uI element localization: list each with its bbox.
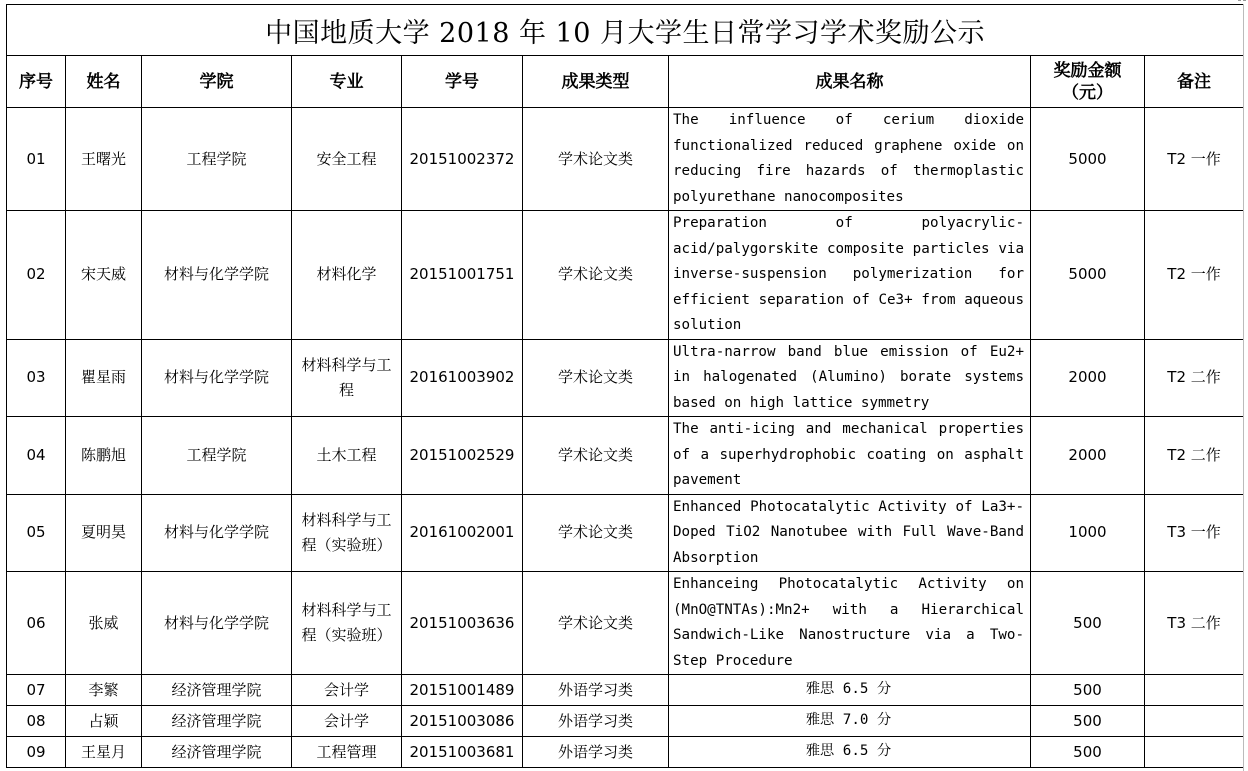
row-no: 09: [7, 737, 66, 768]
row-remark: T3 二作: [1145, 572, 1244, 675]
row-name: 张威: [66, 572, 142, 675]
row-name: 王星月: [66, 737, 142, 768]
table-row: [7, 706, 1244, 737]
row-achievement: Preparation of polyacrylic-acid/palygorskite composite particles via inverse-suspension polymerization for efficient separation of Ce3+ from aqueous solution: [669, 211, 1031, 340]
row-remark: T2 二作: [1145, 339, 1244, 417]
row-amount: 5000: [1031, 108, 1145, 211]
row-major: 材料科学与工程: [292, 339, 402, 417]
header-type: 成果类型: [523, 56, 669, 108]
row-no: 01: [7, 108, 66, 211]
row-no: 05: [7, 494, 66, 572]
row-remark: T2 一作: [1145, 211, 1244, 340]
row-achievement: Ultra-narrow band blue emission of Eu2+ in halogenated (Alumino) borate systems based on high lattice symmetry: [669, 339, 1031, 417]
row-remark: [1145, 675, 1244, 706]
row-college: 材料与化学学院: [142, 339, 292, 417]
row-name: 瞿星雨: [66, 339, 142, 417]
row-no: 02: [7, 211, 66, 340]
row-major: 材料科学与工程（实验班）: [292, 572, 402, 675]
row-student-id: 20161003902: [402, 339, 523, 417]
header-row: [7, 56, 1244, 108]
row-name: 陈鹏旭: [66, 417, 142, 495]
row-major: 土木工程: [292, 417, 402, 495]
row-type: 外语学习类: [523, 675, 669, 706]
row-amount: 500: [1031, 675, 1145, 706]
row-student-id: 20151003636: [402, 572, 523, 675]
table-row: [7, 417, 1244, 495]
row-amount: 2000: [1031, 339, 1145, 417]
row-achievement: Enhanced Photocatalytic Activity of La3+-Doped TiO2 Nanotubee with Full Wave-Band Absorption: [669, 494, 1031, 572]
row-student-id: 20151003681: [402, 737, 523, 768]
row-type: 学术论文类: [523, 339, 669, 417]
table-row: [7, 675, 1244, 706]
row-college: 经济管理学院: [142, 706, 292, 737]
page-corner-mark: [1238, 0, 1246, 5]
row-type: 学术论文类: [523, 572, 669, 675]
row-major: 工程管理: [292, 737, 402, 768]
header-no: 序号: [7, 56, 66, 108]
row-college: 工程学院: [142, 108, 292, 211]
header-achievement: 成果名称: [669, 56, 1031, 108]
row-amount: 500: [1031, 572, 1145, 675]
page-title: 中国地质大学 2018 年 10 月大学生日常学习学术奖励公示: [7, 5, 1244, 56]
row-achievement: The anti-icing and mechanical properties of a superhydrophobic coating on asphalt pavement: [669, 417, 1031, 495]
header-name: 姓名: [66, 56, 142, 108]
table-row: [7, 494, 1244, 572]
row-major: 会计学: [292, 675, 402, 706]
row-remark: [1145, 737, 1244, 768]
header-amount-line1: 奖励金额: [1053, 60, 1122, 81]
header-remark: 备注: [1145, 56, 1244, 108]
award-table: [6, 4, 1244, 768]
row-student-id: 20151002529: [402, 417, 523, 495]
row-major: 材料科学与工程（实验班）: [292, 494, 402, 572]
row-remark: T3 一作: [1145, 494, 1244, 572]
row-no: 08: [7, 706, 66, 737]
row-college: 材料与化学学院: [142, 211, 292, 340]
row-amount: 500: [1031, 737, 1145, 768]
row-achievement: The influence of cerium dioxide functionalized reduced graphene oxide on reducing fire hazards of thermoplastic polyurethane nanocomposites: [669, 108, 1031, 211]
row-no: 07: [7, 675, 66, 706]
header-major: 专业: [292, 56, 402, 108]
row-remark: T2 二作: [1145, 417, 1244, 495]
row-achievement: 雅思 6.5 分: [669, 737, 1031, 768]
row-no: 06: [7, 572, 66, 675]
row-no: 04: [7, 417, 66, 495]
table-row: [7, 211, 1244, 340]
row-type: 学术论文类: [523, 211, 669, 340]
row-remark: [1145, 706, 1244, 737]
row-student-id: 20151001489: [402, 675, 523, 706]
row-name: 王曙光: [66, 108, 142, 211]
row-college: 经济管理学院: [142, 675, 292, 706]
row-name: 宋天威: [66, 211, 142, 340]
header-amount-line2: （元）: [1062, 82, 1113, 103]
row-student-id: 20151002372: [402, 108, 523, 211]
row-name: 夏明昊: [66, 494, 142, 572]
row-major: 安全工程: [292, 108, 402, 211]
row-student-id: 20161002001: [402, 494, 523, 572]
row-type: 学术论文类: [523, 494, 669, 572]
row-college: 经济管理学院: [142, 737, 292, 768]
row-type: 外语学习类: [523, 706, 669, 737]
row-type: 学术论文类: [523, 417, 669, 495]
table-row: [7, 339, 1244, 417]
table-row: [7, 737, 1244, 768]
row-type: 学术论文类: [523, 108, 669, 211]
row-achievement: 雅思 6.5 分: [669, 675, 1031, 706]
table-row: [7, 572, 1244, 675]
row-type: 外语学习类: [523, 737, 669, 768]
row-student-id: 20151001751: [402, 211, 523, 340]
row-achievement: Enhanceing Photocatalytic Activity on (MnO@TNTAs):Mn2+ with a Hierarchical Sandwich-Like Nanostructure via a Two-Step Procedure: [669, 572, 1031, 675]
row-achievement: 雅思 7.0 分: [669, 706, 1031, 737]
header-amount: [1031, 56, 1145, 108]
row-major: 会计学: [292, 706, 402, 737]
row-no: 03: [7, 339, 66, 417]
row-amount: 500: [1031, 706, 1145, 737]
table-row: [7, 108, 1244, 211]
row-college: 材料与化学学院: [142, 572, 292, 675]
row-student-id: 20151003086: [402, 706, 523, 737]
table-body: [7, 108, 1244, 768]
header-student-id: 学号: [402, 56, 523, 108]
row-college: 工程学院: [142, 417, 292, 495]
row-amount: 2000: [1031, 417, 1145, 495]
row-name: 占颖: [66, 706, 142, 737]
award-announcement-sheet: [6, 4, 1243, 768]
row-major: 材料化学: [292, 211, 402, 340]
row-name: 李繁: [66, 675, 142, 706]
row-amount: 5000: [1031, 211, 1145, 340]
row-remark: T2 一作: [1145, 108, 1244, 211]
adjacent-sheet-edge: [1243, 4, 1248, 771]
header-college: 学院: [142, 56, 292, 108]
row-college: 材料与化学学院: [142, 494, 292, 572]
row-amount: 1000: [1031, 494, 1145, 572]
